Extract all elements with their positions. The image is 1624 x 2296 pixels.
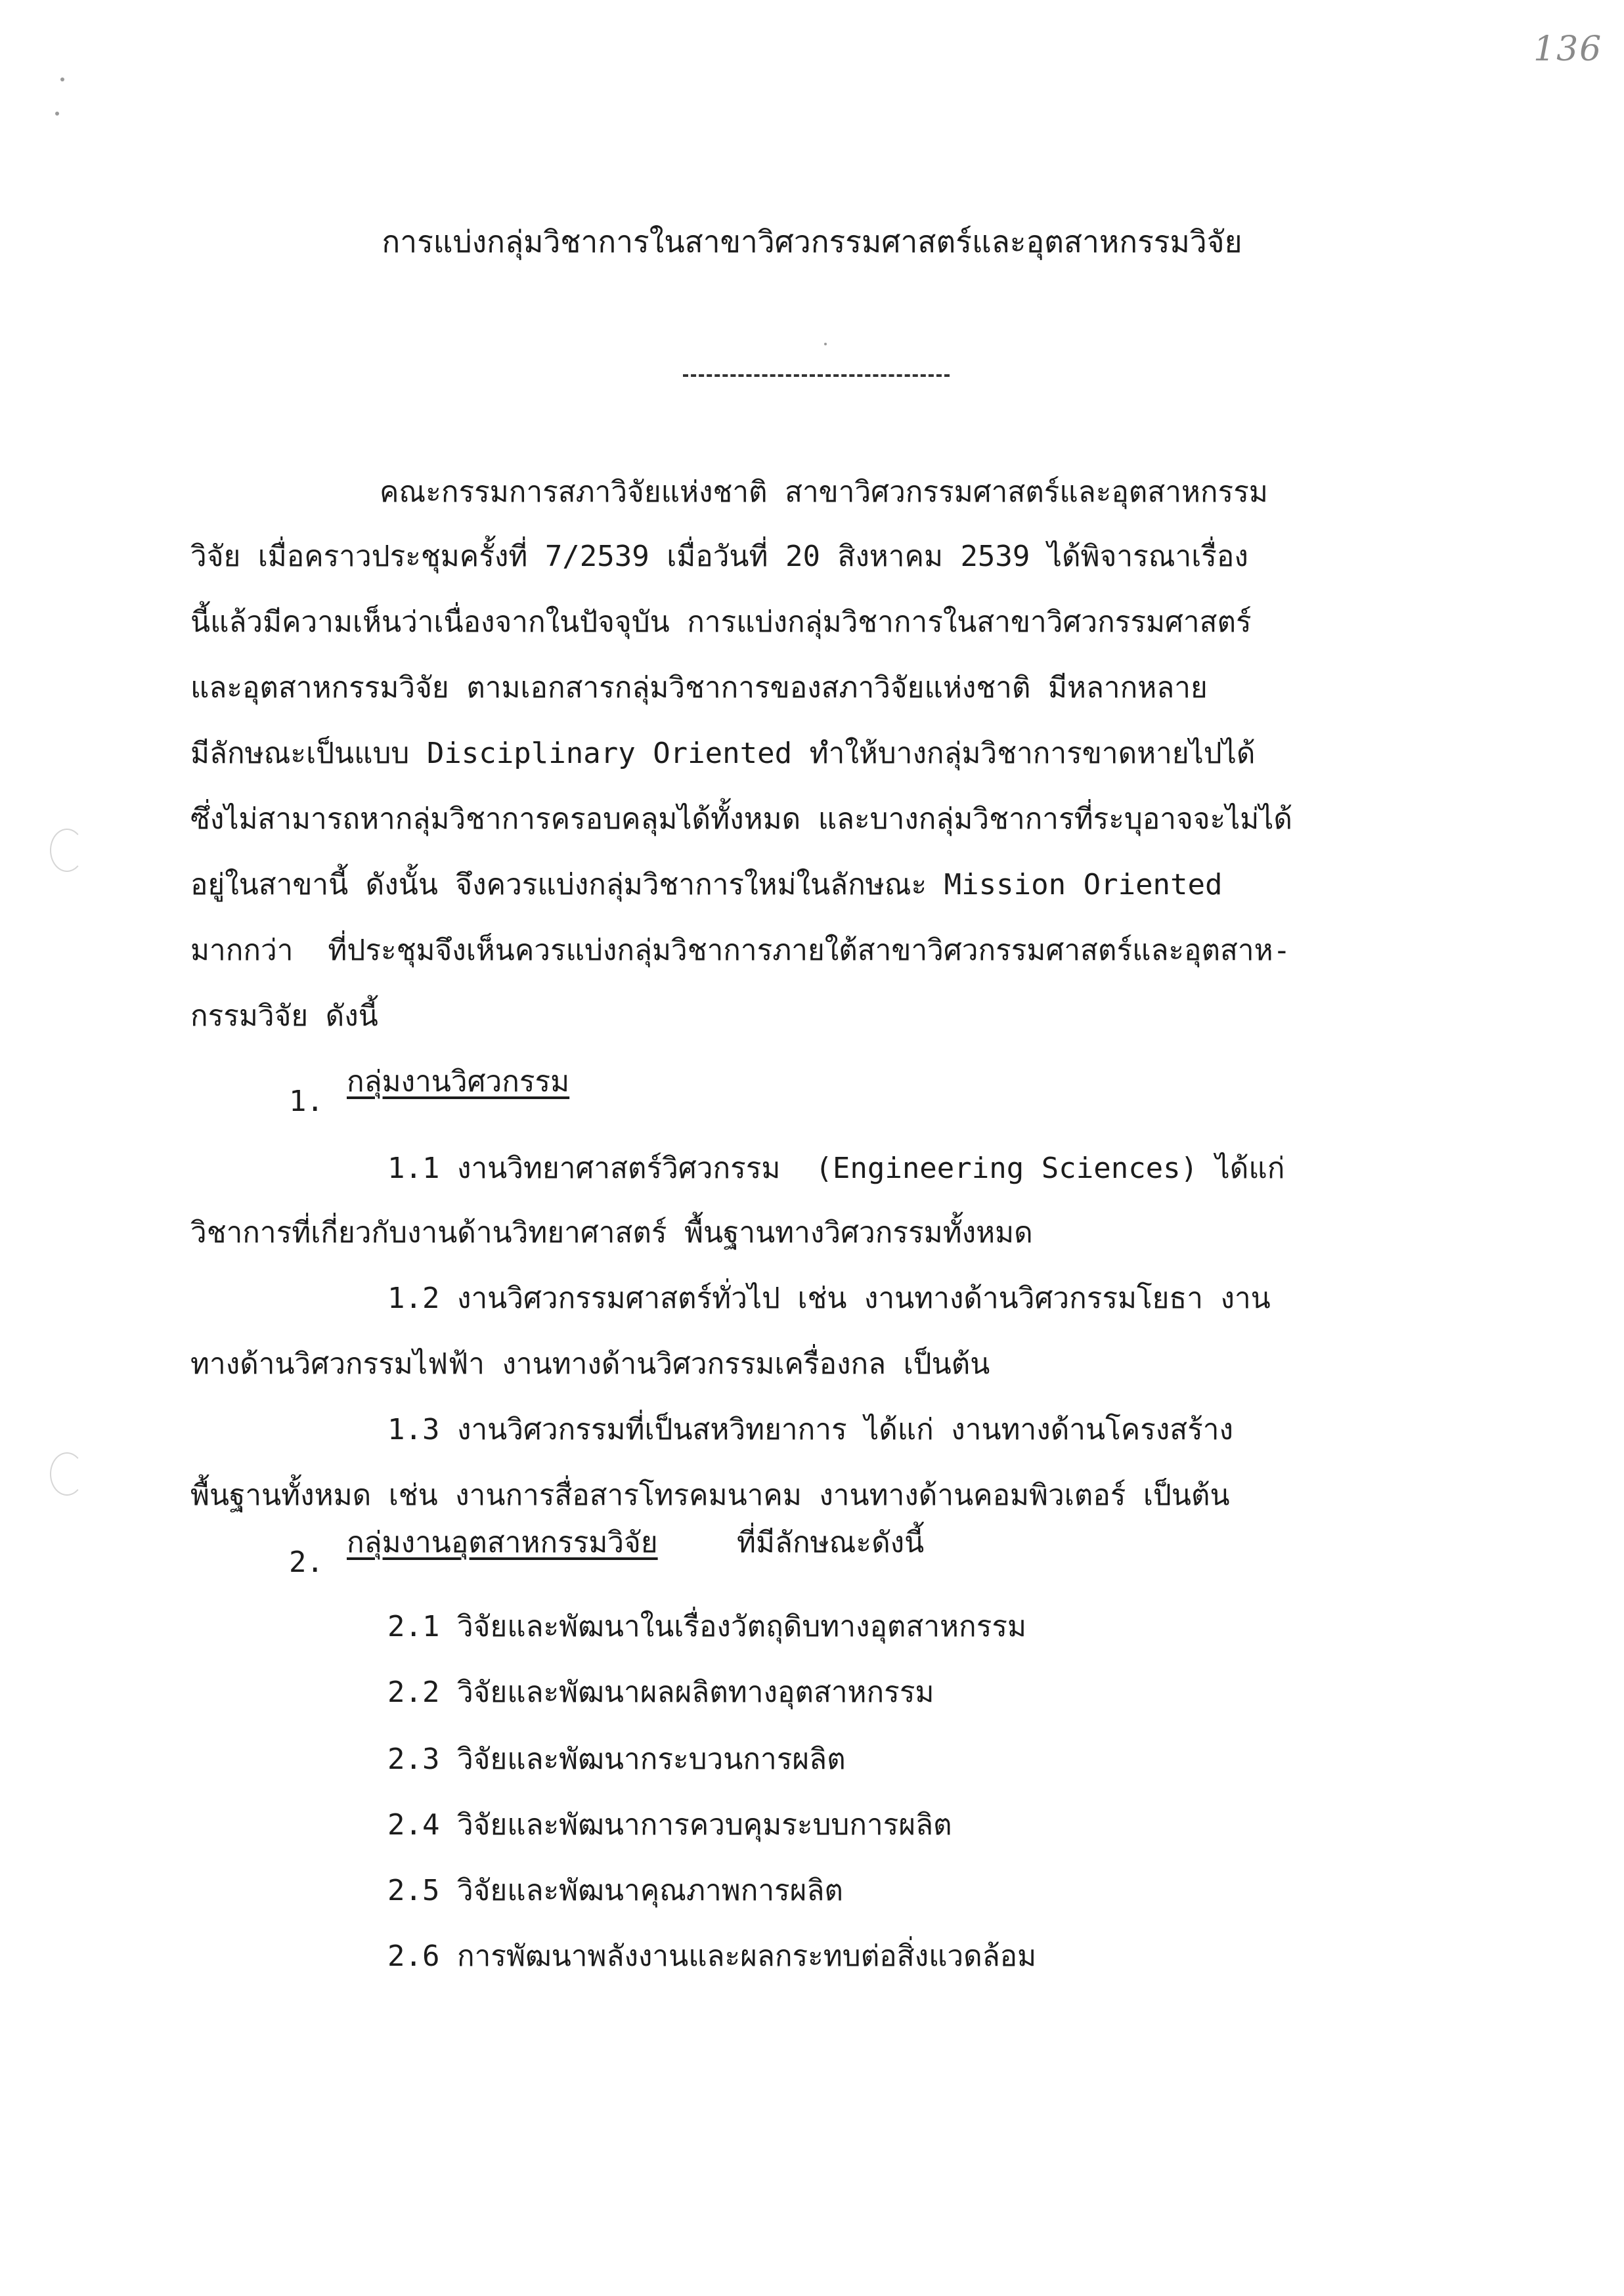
list-item: 2.5 วิจัยและพัฒนาคุณภาพการผลิต (387, 1874, 843, 1907)
page-number: 136 (1533, 30, 1603, 69)
paragraph-line: และอุตสาหกรรมวิจัย ตามเอกสารกลุ่มวิชาการของสภาวิจัยแห่งชาติ มีหลากหลาย (190, 671, 1208, 704)
list-item: 2.3 วิจัยและพัฒนากระบวนการผลิต (387, 1743, 846, 1776)
list-item: 1.3 งานวิศวกรรมที่เป็นสหวิทยาการ ได้แก่ งานทางด้านโครงสร้าง (387, 1413, 1233, 1446)
scan-speck (60, 77, 64, 81)
scan-speck (824, 343, 827, 345)
section-number: 2. (289, 1546, 324, 1579)
paragraph-line: มีลักษณะเป็นแบบ Disciplinary Oriented ทำให้บางกลุ่มวิชาการขาดหายไปได้ (190, 737, 1256, 770)
list-item: 2.4 วิจัยและพัฒนาการควบคุมระบบการผลิต (387, 1808, 952, 1842)
paragraph-line: กรรมวิจัย ดังนี้ (190, 999, 378, 1033)
list-item: 2.2 วิจัยและพัฒนาผลผลิตทางอุตสาหกรรม (387, 1676, 934, 1709)
punch-hole (50, 829, 84, 872)
paragraph-line: คณะกรรมการสภาวิจัยแห่งชาติ สาขาวิศวกรรมศาสตร์และอุตสาหกรรม (380, 475, 1268, 509)
title-divider (683, 374, 950, 377)
paragraph-line: ซึ่งไม่สามารถหากลุ่มวิชาการครอบคลุมได้ทั้งหมด และบางกลุ่มวิชาการที่ระบุอาจจะไม่ได้ (190, 802, 1292, 836)
list-item: 2.6 การพัฒนาพลังงานและผลกระทบต่อสิ่งแวดล้อม (387, 1939, 1037, 1973)
list-item-continuation: ทางด้านวิศวกรรมไฟฟ้า งานทางด้านวิศวกรรมเครื่องกล เป็นต้น (190, 1347, 990, 1381)
list-item: 1.2 งานวิศวกรรมศาสตร์ทั่วไป เช่น งานทางด้านวิศวกรรมโยธา งาน (387, 1282, 1271, 1315)
paragraph-line: นี้แล้วมีความเห็นว่าเนื่องจากในปัจจุบัน การแบ่งกลุ่มวิชาการในสาขาวิศวกรรมศาสตร์ (190, 605, 1252, 639)
section-heading-suffix: ที่มีลักษณะดังนี้ (737, 1526, 925, 1559)
paragraph-line: มากกว่า ที่ประชุมจึงเห็นควรแบ่งกลุ่มวิชาการภายใต้สาขาวิศวกรรมศาสตร์และอุตสาห- (190, 934, 1291, 967)
punch-hole (50, 1452, 84, 1496)
section-heading: กลุ่มงานวิศวกรรม (347, 1065, 570, 1098)
list-item-continuation: วิชาการที่เกี่ยวกับงานด้านวิทยาศาสตร์ พื้นฐานทางวิศวกรรมทั้งหมด (190, 1216, 1033, 1249)
section-number: 1. (289, 1085, 324, 1118)
list-item: 2.1 วิจัยและพัฒนาในเรื่องวัตถุดิบทางอุตสาหกรรม (387, 1610, 1026, 1643)
scan-speck (55, 112, 59, 116)
section-heading: กลุ่มงานอุตสาหกรรมวิจัย (347, 1526, 658, 1559)
paragraph-line: อยู่ในสาขานี้ ดังนั้น จึงควรแบ่งกลุ่มวิชาการใหม่ในลักษณะ Mission Oriented (190, 868, 1223, 901)
paragraph-line: วิจัย เมื่อคราวประชุมครั้งที่ 7/2539 เมื่อวันที่ 20 สิงหาคม 2539 ได้พิจารณาเรื่อง (190, 540, 1248, 573)
document-title: การแบ่งกลุ่มวิชาการในสาขาวิศวกรรมศาสตร์และอุตสาหกรรมวิจัย (382, 224, 1242, 259)
list-item-continuation: พื้นฐานทั้งหมด เช่น งานการสื่อสารโทรคมนาคม งานทางด้านคอมพิวเตอร์ เป็นต้น (190, 1479, 1230, 1512)
list-item: 1.1 งานวิทยาศาสตร์วิศวกรรม (Engineering Sciences) ได้แก่ (387, 1152, 1285, 1185)
